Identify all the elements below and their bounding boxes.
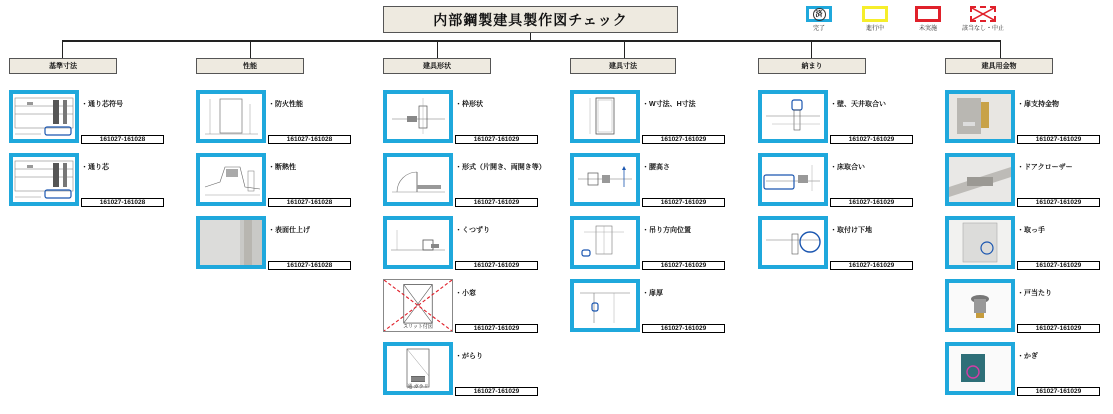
drawing-code: 161027-161028: [268, 262, 351, 270]
category-connector: [1000, 40, 1001, 58]
check-item[interactable]: [196, 153, 356, 209]
category-connector: [437, 40, 438, 58]
hinge-photo-icon: [949, 94, 1011, 139]
check-item[interactable]: [9, 90, 169, 146]
drawing-code: 161027-161029: [1017, 262, 1100, 270]
drawing-code: 161027-161028: [81, 136, 164, 144]
thumbnail-caption: 通 ガラリ: [407, 384, 429, 390]
check-item-label: ・ドアクローザー: [1017, 164, 1073, 171]
base-detail-icon: [762, 220, 824, 265]
category-connector: [811, 40, 812, 58]
drawing-code: 161027-161029: [455, 325, 538, 333]
check-item-label: ・戸当たり: [1017, 290, 1052, 297]
cross-icon: [972, 8, 994, 20]
category-header: 基準寸法: [9, 58, 117, 74]
check-item-label: ・がらり: [455, 353, 483, 360]
drawing-code: 161027-161029: [1017, 325, 1100, 333]
height-detail-icon: [574, 157, 636, 202]
check-item[interactable]: [570, 216, 730, 272]
branch-line: [62, 40, 1001, 42]
drawing-thumbnail[interactable]: [945, 342, 1015, 395]
drawing-thumbnail[interactable]: [383, 279, 453, 332]
drawing-code: 161027-161029: [830, 199, 913, 207]
check-item[interactable]: [196, 216, 356, 272]
drawing-code: 161027-161028: [268, 199, 351, 207]
check-item-label: ・形式（片開き、両開き等）: [455, 164, 546, 171]
legend-done: [806, 6, 832, 32]
category-connector: [624, 40, 625, 58]
category-connector: [62, 40, 63, 58]
grid-drawing-icon: [13, 94, 75, 139]
legend-todo: [915, 6, 941, 32]
drawing-thumbnail[interactable]: [758, 216, 828, 269]
check-item-label: ・取っ手: [1017, 227, 1045, 234]
drawing-code: 161027-161029: [642, 325, 725, 333]
category-header: 建具用金物: [945, 58, 1053, 74]
check-item[interactable]: [570, 90, 730, 146]
legend-done-swatch: [806, 6, 832, 22]
check-item-label: ・通り芯: [81, 164, 109, 171]
drawing-thumbnail[interactable]: [570, 216, 640, 269]
check-item-label: ・枠形状: [455, 101, 483, 108]
drawing-code: 161027-161029: [642, 136, 725, 144]
drawing-thumbnail[interactable]: [945, 279, 1015, 332]
thumbnail-caption: スリット付図: [403, 324, 433, 330]
lock-photo-icon: [949, 346, 1011, 391]
trunk-line: [530, 33, 531, 40]
check-item-label: ・くつずり: [455, 227, 490, 234]
drawing-thumbnail[interactable]: [945, 216, 1015, 269]
frame-detail-icon: [387, 94, 449, 139]
drawing-thumbnail[interactable]: [383, 90, 453, 143]
check-item-label: ・通り芯符号: [81, 101, 123, 108]
check-item[interactable]: [383, 90, 543, 146]
legend-progress-label: 進行中: [865, 26, 884, 32]
check-item-label: ・扉厚: [642, 290, 663, 297]
drawing-code: 161027-161029: [642, 199, 725, 207]
threshold-detail-icon: [387, 220, 449, 265]
check-item[interactable]: [758, 90, 918, 146]
drawing-thumbnail[interactable]: [758, 90, 828, 143]
drawing-thumbnail[interactable]: [9, 90, 79, 143]
category-header: 性能: [196, 58, 304, 74]
legend-na-swatch: [970, 6, 996, 22]
category-header: 納まり: [758, 58, 866, 74]
drawing-thumbnail[interactable]: [383, 216, 453, 269]
drawing-thumbnail[interactable]: [945, 90, 1015, 143]
drawing-thumbnail[interactable]: [570, 90, 640, 143]
drawing-thumbnail[interactable]: [196, 90, 266, 143]
check-item[interactable]: [383, 153, 546, 209]
drawing-thumbnail[interactable]: [383, 153, 453, 206]
legend-todo-label: 未実施: [918, 26, 937, 32]
check-item[interactable]: [383, 216, 543, 272]
check-item-label: ・腰高さ: [642, 164, 670, 171]
check-item[interactable]: [196, 90, 356, 146]
check-item[interactable]: [383, 279, 543, 335]
drawing-code: 161027-161029: [830, 136, 913, 144]
check-item[interactable]: [945, 153, 1105, 209]
photo-panel-icon: [200, 220, 262, 265]
category-header: 建具寸法: [570, 58, 676, 74]
drawing-thumbnail[interactable]: [945, 153, 1015, 206]
drawing-code: 161027-161028: [268, 136, 351, 144]
check-item-label: ・扉支持金物: [1017, 101, 1059, 108]
check-item-label: ・防火性能: [268, 101, 303, 108]
legend-progress-swatch: [862, 6, 888, 22]
elevation-drawing-icon: [200, 94, 262, 139]
drawing-code: 161027-161029: [1017, 388, 1100, 396]
drawing-code: 161027-161028: [81, 199, 164, 207]
drawing-thumbnail[interactable]: [196, 216, 266, 269]
check-item-label: ・壁、天井取合い: [830, 101, 886, 108]
drawing-thumbnail[interactable]: [383, 342, 453, 395]
drawing-code: 161027-161029: [1017, 136, 1100, 144]
done-stamp-icon: 済: [813, 8, 826, 21]
check-item-label: ・W寸法、H寸法: [642, 101, 696, 108]
thickness-detail-icon: [574, 283, 636, 328]
legend-done-label: 完了: [812, 26, 825, 32]
check-item-label: ・吊り方向位置: [642, 227, 691, 234]
drawing-code: 161027-161029: [455, 388, 538, 396]
check-item-label: ・かぎ: [1017, 353, 1038, 360]
drawing-code: 161027-161029: [1017, 199, 1100, 207]
check-item[interactable]: [570, 153, 730, 209]
legend-progress: [862, 6, 888, 32]
handle-photo-icon: [949, 220, 1011, 265]
legend-na: [962, 6, 1004, 32]
check-item-label: ・表面仕上げ: [268, 227, 310, 234]
wall-joint-icon: [762, 94, 824, 139]
floor-joint-icon: [762, 157, 824, 202]
stopper-photo-icon: [949, 283, 1011, 328]
check-item-label: ・取付け下地: [830, 227, 872, 234]
plan-swing-icon: [387, 157, 449, 202]
category-connector: [250, 40, 251, 58]
check-item[interactable]: [945, 90, 1105, 146]
legend-todo-swatch: [915, 6, 941, 22]
drawing-thumbnail[interactable]: [758, 153, 828, 206]
drawing-thumbnail[interactable]: [9, 153, 79, 206]
drawing-thumbnail[interactable]: [196, 153, 266, 206]
drawing-code: 161027-161029: [455, 136, 538, 144]
check-item[interactable]: [758, 153, 918, 209]
check-item[interactable]: [945, 279, 1105, 335]
grid-drawing-icon: [13, 157, 75, 202]
closer-photo-icon: [949, 157, 1011, 202]
section-drawing-icon: [200, 157, 262, 202]
drawing-code: 161027-161029: [642, 262, 725, 270]
check-item[interactable]: [9, 153, 169, 209]
door-elevation-icon: [574, 94, 636, 139]
chart-title: 内部鋼製建具製作図チェック: [383, 6, 678, 33]
hinge-position-icon: [574, 220, 636, 265]
drawing-thumbnail[interactable]: [570, 279, 640, 332]
category-header: 建具形状: [383, 58, 491, 74]
legend-na-label: 該当なし・中止: [962, 26, 1005, 32]
check-item[interactable]: [758, 216, 918, 272]
drawing-code: 161027-161029: [830, 262, 913, 270]
check-item-label: ・断熱性: [268, 164, 296, 171]
check-item[interactable]: [383, 342, 543, 398]
check-item-label: ・床取合い: [830, 164, 865, 171]
drawing-code: 161027-161029: [455, 262, 538, 270]
drawing-code: 161027-161029: [455, 199, 538, 207]
check-item-label: ・小窓: [455, 290, 476, 297]
check-item[interactable]: [570, 279, 730, 335]
check-item[interactable]: [945, 342, 1105, 398]
check-item[interactable]: [945, 216, 1105, 272]
drawing-thumbnail[interactable]: [570, 153, 640, 206]
